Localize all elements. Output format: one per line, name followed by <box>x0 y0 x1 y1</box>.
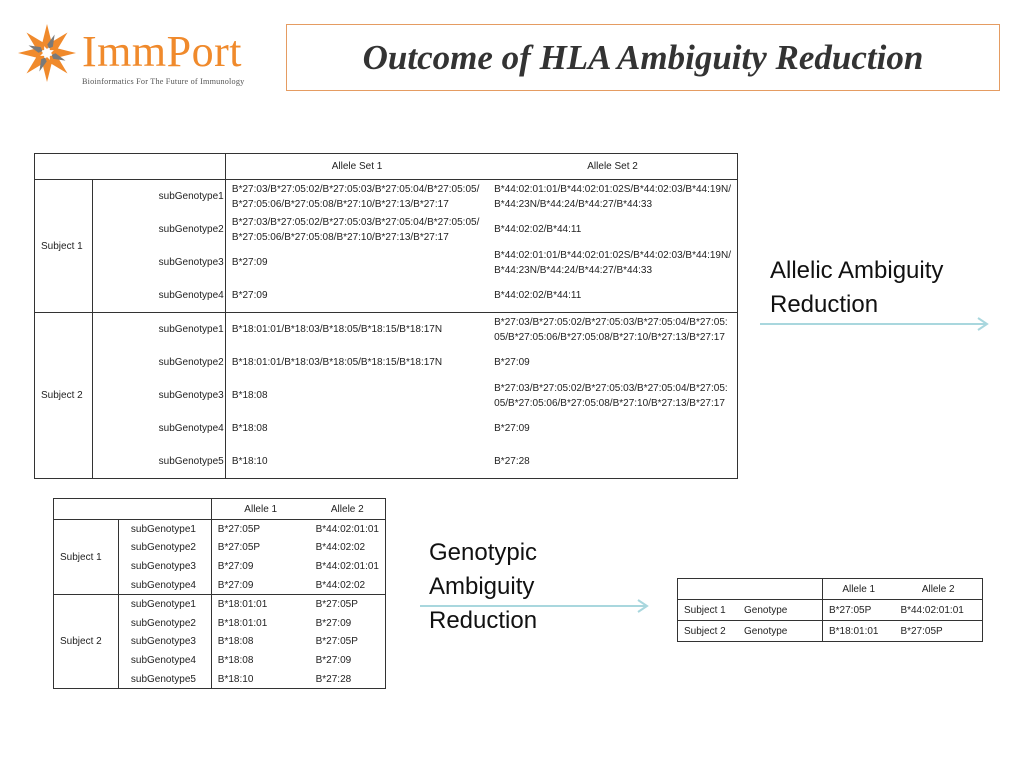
allele-2-cell: B*27:09 <box>315 654 352 666</box>
allele-set-2-cell <box>488 279 737 313</box>
allele-line: B*44:02:01:01/B*44:02:01:02S/B*44:02:03/B*44:19N/ <box>494 249 731 261</box>
table-row <box>35 445 738 479</box>
table-row <box>35 412 738 445</box>
allele-set-2-cell <box>488 180 737 214</box>
allele-set-1-cell <box>225 279 488 313</box>
allele-line: B*27:05:06/B*27:05:08/B*27:10/B*27:13/B*27:17 <box>231 198 449 210</box>
allele-line: B*44:02:02/B*44:11 <box>494 224 582 235</box>
subgenotype-cell: subGenotype2 <box>130 542 196 554</box>
allele-1-cell: B*18:01:01 <box>211 595 309 614</box>
immport-star-icon <box>16 22 78 84</box>
genotype-result-table <box>677 578 983 642</box>
allele-line: 05/B*27:05:06/B*27:05:08/B*27:10/B*27:13/B*27:17 <box>494 397 725 409</box>
allele-2-cell: B*44:02:01:01 <box>315 560 379 572</box>
table-row <box>35 379 738 412</box>
allele-1-cell: B*27:09 <box>211 576 309 595</box>
header-corner <box>35 154 226 180</box>
allele-line: B*18:10 <box>231 456 268 467</box>
subgenotype-cell: subGenotype1 <box>158 191 224 202</box>
allele-1-cell: B*27:05P <box>211 520 309 539</box>
title-box <box>286 24 1000 91</box>
header-corner <box>54 499 212 520</box>
allelic-arrow-icon <box>758 316 994 332</box>
subgenotype-allele-table <box>53 498 386 689</box>
genotypic-arrow-icon <box>418 598 654 614</box>
allele-2-cell: B*27:28 <box>315 673 352 685</box>
subject-cell: Subject 1 <box>54 520 119 595</box>
table-header-row <box>678 579 983 600</box>
label-line: Allelic Ambiguity <box>770 257 944 284</box>
header-allele-1: Allele 1 <box>211 499 309 520</box>
header-allele-1: Allele 1 <box>823 579 895 600</box>
logo-wordmark-prefix: Imm <box>82 27 167 76</box>
allele-line: B*44:02:02/B*44:11 <box>494 290 582 301</box>
allele-line: B*18:01:01/B*18:03/B*18:05/B*18:15/B*18:17N <box>231 357 443 368</box>
allele-line: B*18:08 <box>231 390 268 401</box>
subgenotype-cell: subGenotype4 <box>158 423 224 434</box>
allele-2-cell: B*44:02:01:01 <box>315 523 379 535</box>
header-corner <box>678 579 823 600</box>
table-row <box>35 279 738 313</box>
allele-set-1-cell <box>225 180 488 214</box>
allele-1-cell: B*18:08 <box>211 633 309 652</box>
allele-set-2-cell <box>488 213 737 246</box>
subgenotype-cell: subGenotype3 <box>158 257 224 268</box>
allele-line: B*27:28 <box>494 456 530 467</box>
allele-line: 05/B*27:05:06/B*27:05:08/B*27:10/B*27:13/B*27:17 <box>494 331 725 343</box>
allele-2-cell: B*27:05P <box>315 636 358 648</box>
table-header-row <box>54 499 386 520</box>
allele-line: B*27:03/B*27:05:02/B*27:05:03/B*27:05:04/B*27:05:05/ <box>231 183 480 195</box>
allele-line: B*18:01:01/B*18:03/B*18:05/B*18:15/B*18:17N <box>231 324 443 335</box>
allele-line: B*27:03/B*27:05:02/B*27:05:03/B*27:05:04/B*27:05: <box>494 316 728 328</box>
allele-set-2-cell <box>488 313 737 347</box>
subject-cell: Subject 1 <box>684 604 726 616</box>
logo-wordmark <box>82 27 242 76</box>
subgenotype-cell: subGenotype4 <box>130 654 196 666</box>
subgenotype-cell: subGenotype1 <box>130 523 196 535</box>
header-allele-set-1: Allele Set 1 <box>225 154 488 180</box>
allele-line: B*27:09 <box>231 290 268 301</box>
allele-set-1-cell <box>225 313 488 347</box>
allele-line: B*44:02:01:01/B*44:02:01:02S/B*44:02:03/B*44:19N/ <box>494 183 731 195</box>
allele-line: B*44:23N/B*44:24/B*44:27/B*44:33 <box>494 264 653 276</box>
allele-1-cell: B*27:05P <box>211 539 309 558</box>
allele-2-cell: B*27:05P <box>310 595 386 614</box>
allele-line: B*18:08 <box>231 423 268 434</box>
subject-cell: Subject 2 <box>35 313 93 479</box>
table-row <box>35 346 738 379</box>
table-row <box>54 595 386 614</box>
allele-2-cell: B*44:02:01:01 <box>900 604 964 616</box>
table-row <box>35 313 738 347</box>
table-row <box>35 180 738 214</box>
subgenotype-cell: subGenotype2 <box>158 224 224 235</box>
allele-set-1-cell <box>225 445 488 479</box>
allele-line: B*27:05:06/B*27:05:08/B*27:10/B*27:13/B*27:17 <box>231 231 449 243</box>
allele-1-cell: B*18:10 <box>211 670 309 689</box>
label-line: Reduction <box>770 291 879 318</box>
table-row <box>678 621 983 642</box>
subgenotype-cell: subGenotype3 <box>130 636 196 648</box>
subject-cell: Subject 1 <box>35 180 93 313</box>
page-title: Outcome of HLA Ambiguity Reduction <box>362 37 924 77</box>
allele-line: B*27:09 <box>494 423 530 434</box>
allele-set-1-cell <box>225 346 488 379</box>
logo-wordmark-suffix: Port <box>166 27 242 76</box>
genotype-cell: Genotype <box>738 600 823 621</box>
subgenotype-cell: subGenotype5 <box>130 673 196 685</box>
allele-1-cell: B*18:01:01 <box>211 614 309 633</box>
allele-set-1-cell <box>225 412 488 445</box>
table-row <box>54 520 386 539</box>
allele-line: B*44:23N/B*44:24/B*44:27/B*44:33 <box>494 198 653 210</box>
header-allele-set-2: Allele Set 2 <box>488 154 737 180</box>
allele-line: B*27:03/B*27:05:02/B*27:05:03/B*27:05:04/B*27:05: <box>494 382 728 394</box>
subgenotype-cell: subGenotype2 <box>158 357 224 368</box>
allele-set-table <box>34 153 738 479</box>
allele-line: B*27:09 <box>231 257 268 268</box>
allele-set-1-cell <box>225 213 488 246</box>
allele-set-2-cell <box>488 379 737 412</box>
label-line: Genotypic <box>429 539 538 566</box>
allele-set-2-cell <box>488 246 737 279</box>
subgenotype-cell: subGenotype4 <box>130 579 196 591</box>
allele-set-2-cell <box>488 412 737 445</box>
genotypic-ambiguity-label <box>429 536 537 638</box>
header-allele-2: Allele 2 <box>894 579 982 600</box>
subject-cell: Subject 2 <box>54 595 119 689</box>
allele-2-cell: B*44:02:02 <box>315 579 366 591</box>
allelic-ambiguity-label <box>770 254 943 322</box>
allele-1-cell: B*27:05P <box>829 604 872 616</box>
allele-line: B*27:09 <box>494 357 530 368</box>
allele-line: B*27:03/B*27:05:02/B*27:05:03/B*27:05:04/B*27:05:05/ <box>231 216 480 228</box>
subgenotype-cell: subGenotype4 <box>158 290 224 301</box>
subgenotype-cell: subGenotype1 <box>118 595 211 614</box>
allele-set-2-cell <box>488 346 737 379</box>
allele-2-cell: B*27:05P <box>894 621 982 642</box>
table-row <box>35 213 738 246</box>
subgenotype-cell: subGenotype1 <box>92 313 225 347</box>
allele-2-cell: B*27:09 <box>315 617 352 629</box>
allele-1-cell: B*18:08 <box>211 651 309 670</box>
subgenotype-cell: subGenotype3 <box>130 560 196 572</box>
allele-set-1-cell <box>225 246 488 279</box>
subgenotype-cell: subGenotype3 <box>158 390 224 401</box>
table-header-row <box>35 154 738 180</box>
allele-1-cell: B*18:01:01 <box>823 621 895 642</box>
label-line: Ambiguity <box>429 573 535 600</box>
allele-set-2-cell <box>488 445 737 479</box>
subgenotype-cell: subGenotype2 <box>130 617 196 629</box>
immport-logo <box>16 22 278 94</box>
table-row <box>35 246 738 279</box>
allele-2-cell: B*44:02:02 <box>315 542 366 554</box>
allele-set-1-cell <box>225 379 488 412</box>
genotype-cell: Genotype <box>738 621 823 642</box>
header-allele-2: Allele 2 <box>310 499 386 520</box>
label-line: Reduction <box>429 607 538 634</box>
subgenotype-cell: subGenotype5 <box>158 456 224 467</box>
table-row <box>678 600 983 621</box>
logo-tagline: Bioinformatics For The Future of Immunology <box>82 77 245 86</box>
allele-1-cell: B*27:09 <box>211 557 309 576</box>
subject-cell: Subject 2 <box>678 621 739 642</box>
